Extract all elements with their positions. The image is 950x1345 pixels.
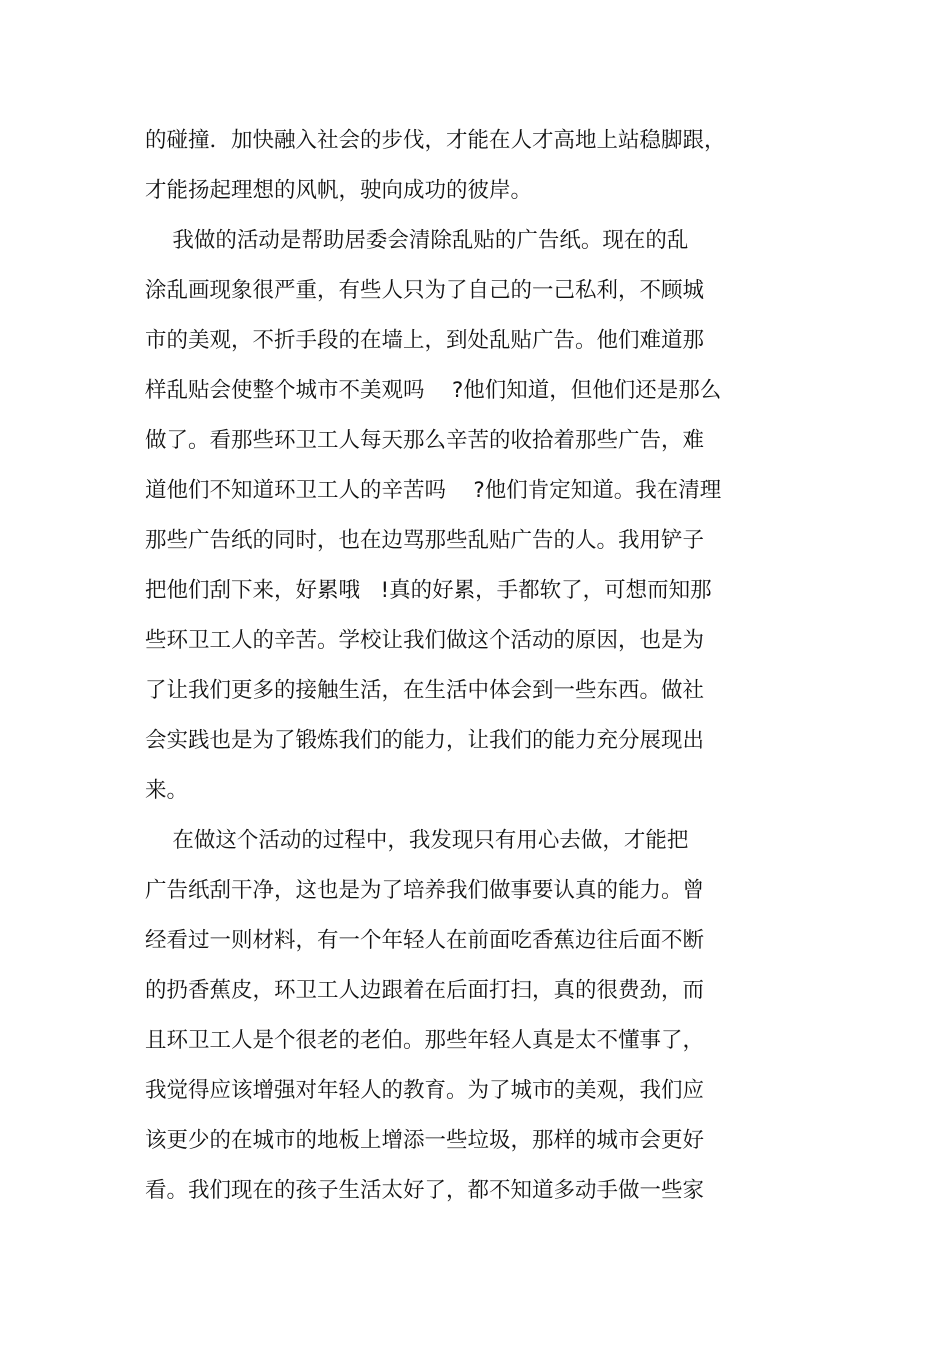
text-line: 道他们不知道环卫工人的辛苦吗 ?他们肯定知道。我在清理 — [145, 478, 722, 503]
text-line: 该更少的在城市的地板上增添一些垃圾，那样的城市会更好 — [145, 1128, 705, 1153]
text-line: 才能扬起理想的风帆，驶向成功的彼岸。 — [145, 178, 533, 203]
text-line: 市的美观，不折手段的在墙上，到处乱贴广告。他们难道那 — [145, 328, 705, 353]
text-line: 来。 — [145, 778, 189, 803]
text-line: 会实践也是为了锻炼我们的能力，让我们的能力充分展现出 — [145, 728, 705, 753]
text-line: 我觉得应该增强对年轻人的教育。为了城市的美观，我们应 — [145, 1078, 705, 1103]
text-line: 我做的活动是帮助居委会清除乱贴的广告纸。现在的乱 — [145, 228, 689, 253]
text-line: 了让我们更多的接触生活，在生活中体会到一些东西。做社 — [145, 678, 705, 703]
text-line: 做了。看那些环卫工人每天那么辛苦的收拾着那些广告，难 — [145, 428, 705, 453]
text-line: 那些广告纸的同时，也在边骂那些乱贴广告的人。我用铲子 — [145, 528, 705, 553]
text-line: 且环卫工人是个很老的老伯。那些年轻人真是太不懂事了， — [145, 1028, 705, 1053]
text-line: 在做这个活动的过程中，我发现只有用心去做，才能把 — [145, 828, 689, 853]
text-line: 些环卫工人的辛苦。学校让我们做这个活动的原因，也是为 — [145, 628, 705, 653]
text-line: 广告纸刮干净，这也是为了培养我们做事要认真的能力。曾 — [145, 878, 705, 903]
text-line: 经看过一则材料，有一个年轻人在前面吃香蕉边往后面不断 — [145, 928, 705, 953]
text-line: 的扔香蕉皮，环卫工人边跟着在后面打扫，真的很费劲，而 — [145, 978, 705, 1003]
text-line: 的碰撞．加快融入社会的步伐，才能在人才高地上站稳脚跟， — [145, 128, 726, 153]
text-line: 看。我们现在的孩子生活太好了，都不知道多动手做一些家 — [145, 1178, 705, 1203]
text-line: 把他们刮下来，好累哦 !真的好累，手都软了，可想而知那 — [145, 578, 712, 603]
text-line: 样乱贴会使整个城市不美观吗 ?他们知道，但他们还是那么 — [145, 378, 722, 403]
text-line: 涂乱画现象很严重，有些人只为了自己的一己私利，不顾城 — [145, 278, 705, 303]
